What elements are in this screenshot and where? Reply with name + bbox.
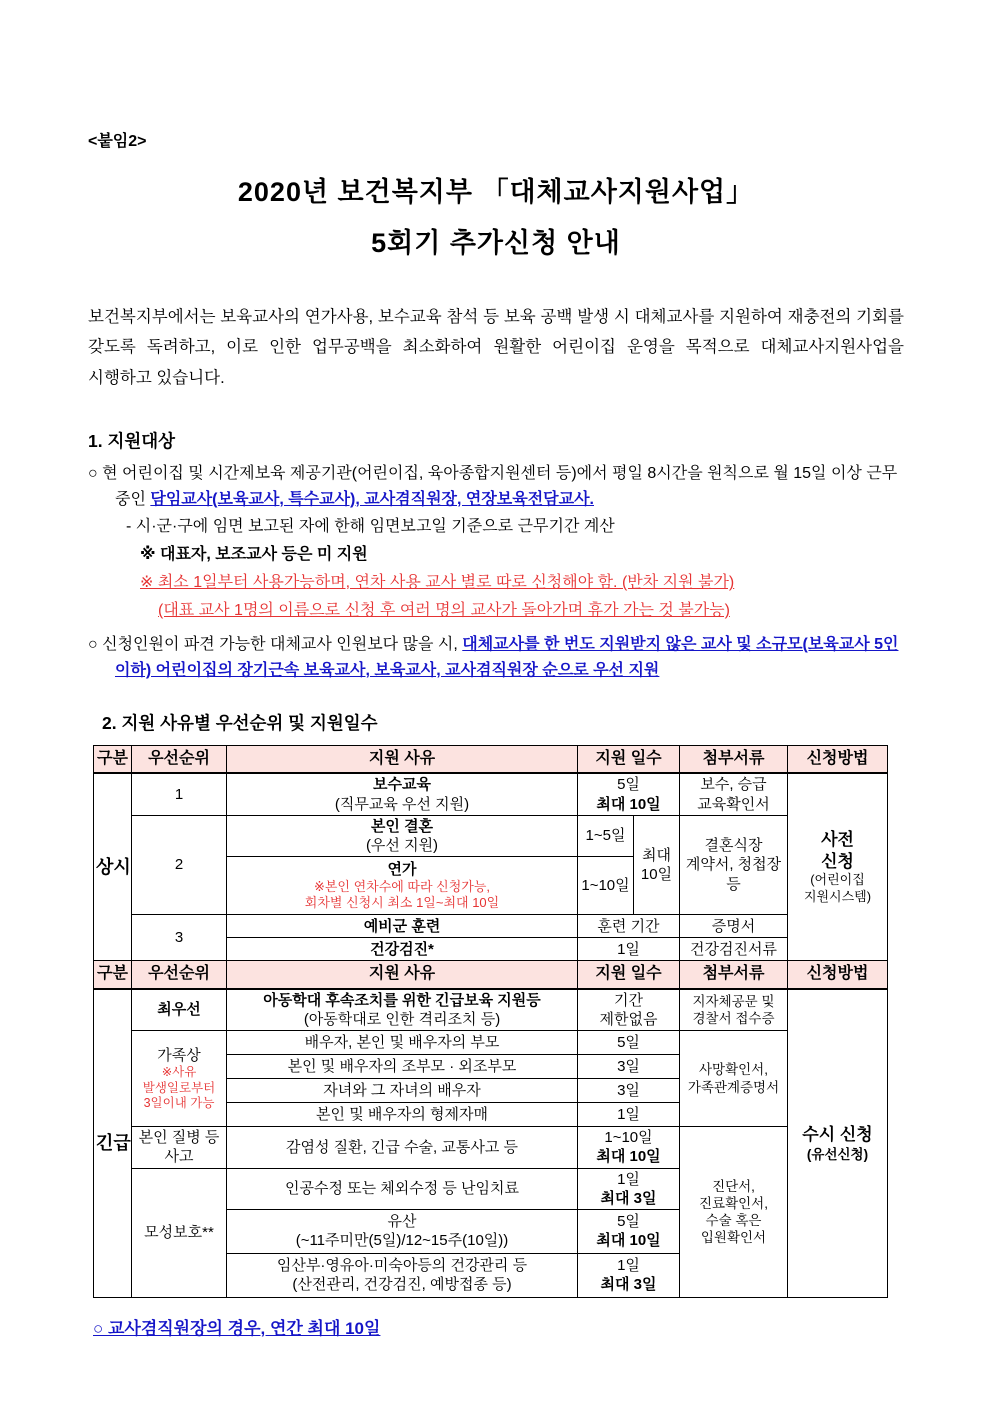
cell-line: 진단서, (712, 1178, 755, 1194)
cell-line: 최대 3일 (600, 1276, 657, 1294)
cell-reason-janyeo: 자녀와 그 자녀의 배우자 (227, 1079, 578, 1103)
bullet2-text: 신청인원이 파견 가능한 대체교사 인원보다 많을 시, (102, 636, 463, 654)
cell-days-naim (578, 1168, 680, 1209)
table-row (94, 915, 888, 938)
header-days: 지원 일수 (578, 745, 680, 773)
cell-line: (우선 지원) (365, 837, 439, 855)
cell-reason-baeuja-bumo: 배우자, 본인 및 배우자의 부모 (227, 1031, 578, 1055)
cell-line: 가족관계증명서 (687, 1079, 780, 1095)
intro-paragraph: 보건복지부에서는 보육교사의 연가사용, 보수교육 참석 등 보육 공백 발생 시 대체교사를 지원하여 재충전의 기회를 갖도록 독려하고, 이로 인한 업무공백을 최소화하여 원활한 어린이집 운영을 목적으로 대체교사지원사업을 시행하고 있습니다. (88, 307, 904, 387)
cell-line: 본인 질병 등 (138, 1129, 220, 1147)
cell-line: (아동학대로 인한 격리조치 등) (303, 1010, 501, 1028)
cell-days-gamyeomseong (578, 1127, 680, 1168)
cell-reason-yebigun: 예비군 훈련 (227, 915, 578, 938)
cell-line: 교육확인서 (697, 795, 770, 813)
cell-reason-yusan (227, 1209, 578, 1253)
cell-docs-yebigun: 증명서 (680, 915, 788, 938)
cell-docs-bosu (680, 773, 788, 815)
cell-priority-moseongboho: 모성보호** (132, 1168, 227, 1297)
cell-line: (어린이집 (810, 872, 865, 888)
cell-line: 가족상 (157, 1046, 201, 1064)
bullet1-highlight-blue: 담임교사(보육교사, 특수교사), 교사겸직원장, 연장보육전담교사. (150, 490, 594, 508)
cell-days-adonghakdae (578, 989, 680, 1031)
cell-reason-yeonga (227, 857, 578, 915)
cell-line: (산전관리, 건강검진, 예방접종 등) (292, 1276, 512, 1294)
cell-method-susi (788, 989, 888, 1298)
header-docs: 첨부서류 (680, 961, 788, 989)
cell-docs-jindanseo (680, 1127, 788, 1298)
cell-reason-hyeongje: 본인 및 배우자의 형제자매 (227, 1103, 578, 1127)
header-method: 신청방법 (788, 745, 888, 773)
header-gubun: 구분 (94, 961, 132, 989)
header-reason: 지원 사유 (227, 745, 578, 773)
bullet1-text: 현 어린이집 및 시간제보육 제공기관(어린이집, 육아종합지원센터 등)에서 평일 8시간을 원칙으로 월 15일 이상 근무 중인 (102, 464, 898, 508)
cell-days-janyeo: 3일 (578, 1079, 680, 1103)
cell-priority-gajoksang (132, 1031, 227, 1127)
cell-days-baeuja-bumo: 5일 (578, 1031, 680, 1055)
cell-line: (직무교육 우선 지원) (334, 795, 470, 813)
cell-line: 입원확인서 (700, 1230, 767, 1246)
cell-line: 계약서, 청첩장 등 (685, 856, 782, 893)
section1-heading: 1. 지원대상 (88, 430, 176, 451)
cell-gubun-gingeup: 긴급 (94, 989, 132, 1298)
cell-priority-1: 1 (132, 773, 227, 815)
cell-days-jobumo: 3일 (578, 1055, 680, 1079)
cell-days-bosu (578, 773, 680, 815)
cell-docs-geomjin: 건강검진서류 (680, 938, 788, 961)
section1-dash-note: - 시·군·구에 임면 보고된 자에 한해 임면보고일 기준으로 근무기간 계산 (126, 518, 615, 536)
cell-line-red: ※본인 연차수에 따라 신청가능, (313, 878, 491, 894)
cell-line: 사망확인서, (699, 1062, 768, 1078)
cell-days-yusan (578, 1209, 680, 1253)
cell-line: 수술 혹은 (705, 1213, 762, 1229)
header-priority: 우선순위 (132, 745, 227, 773)
cell-priority-choeuseon: 최우선 (132, 989, 227, 1031)
cell-line: 연가 (387, 860, 417, 878)
cell-days-yeonga: 1~10일 (578, 857, 634, 915)
cell-line: 1일 (617, 1257, 640, 1275)
support-priority-table (93, 745, 888, 1298)
table-row (94, 773, 888, 815)
section1-note-exclusion: ※ 대표자, 보조교사 등은 미 지원 (140, 546, 368, 564)
cell-line: 유산 (387, 1213, 417, 1231)
cell-line: 아동학대 후속조치를 위한 긴급보육 지원등 (263, 991, 541, 1009)
cell-reason-jobumo: 본인 및 배우자의 조부모 · 외조부모 (227, 1055, 578, 1079)
section1-bullet1 (88, 461, 904, 513)
cell-line: 최대 10일 (596, 1232, 661, 1250)
cell-line: 지원시스템) (803, 889, 872, 905)
cell-line: 경찰서 접수증 (692, 1010, 775, 1026)
cell-line: 기간 (614, 991, 643, 1009)
header-days: 지원 일수 (578, 961, 680, 989)
cell-line: 제한없음 (599, 1010, 658, 1028)
cell-reason-imsanbu (227, 1253, 578, 1297)
bullet-marker: ○ (88, 464, 98, 482)
footer-note: ○ 교사겸직원장의 경우, 연간 최대 10일 (93, 1318, 381, 1338)
cell-line: 사고 (164, 1148, 194, 1166)
cell-line: (~11주미만(5일)/12~15주(10일)) (295, 1232, 509, 1250)
cell-docs-samang (680, 1031, 788, 1127)
table-row (94, 1031, 888, 1055)
cell-line-red: 회차별 신청시 최소 1일~최대 10일 (304, 895, 500, 911)
cell-days-max10 (634, 815, 680, 914)
cell-line-red: ※사유 (161, 1064, 197, 1079)
cell-docs-gyeolhon (680, 815, 788, 914)
cell-line: 5일 (617, 776, 640, 794)
table-row (94, 815, 888, 856)
cell-line: 수시 신청 (802, 1124, 873, 1144)
cell-line: (유선신청) (806, 1146, 869, 1162)
cell-reason-gamyeomseong: 감염성 질환, 긴급 수술, 교통사고 등 (227, 1127, 578, 1168)
header-reason: 지원 사유 (227, 961, 578, 989)
cell-line: 신청 (821, 851, 854, 871)
attachment-label: <붙임2> (88, 133, 147, 150)
cell-days-imsanbu (578, 1253, 680, 1297)
bullet-marker: ○ (88, 636, 98, 654)
bullet2-highlight-blue: 대체교사를 한 번도 지원받지 않은 교사 및 소규모(보육교사 5인 이하) 어린이집의 장기근속 보육교사, 보육교사, 교사겸직원장 순으로 우선 지원 (115, 636, 899, 679)
cell-line: 보수, 승급 (700, 776, 767, 794)
cell-reason-gyeolhon (227, 815, 578, 856)
cell-days-gyeolhon: 1~5일 (578, 815, 634, 856)
doc-title-line1: 2020년 보건복지부 「대체교사지원사업」 (237, 177, 755, 207)
cell-priority-3: 3 (132, 915, 227, 961)
section2-heading: 2. 지원 사유별 우선순위 및 지원일수 (102, 712, 378, 733)
doc-title-line2: 5회기 추가신청 안내 (371, 228, 621, 259)
cell-priority-jilbyeong (132, 1127, 227, 1168)
cell-line: 최대 10일 (596, 795, 661, 813)
cell-line: 지자체공문 및 (692, 993, 775, 1009)
table-row (94, 989, 888, 1031)
cell-line: 진료확인서, (699, 1195, 768, 1211)
cell-line: 1일 (617, 1170, 640, 1188)
section1-note-red2: (대표 교사 1명의 이름으로 신청 후 여러 명의 교사가 돌아가며 휴가 가는 것 불가능) (158, 602, 730, 620)
cell-line: 결혼식장 (704, 837, 763, 855)
section1-note-red1: ※ 최소 1일부터 사용가능하며, 연차 사용 교사 별로 따로 신청해야 함. (반차 지원 불가) (140, 574, 735, 592)
cell-reason-adonghakdae (227, 989, 578, 1031)
header-priority: 우선순위 (132, 961, 227, 989)
cell-line: 보수교육 (373, 776, 431, 794)
cell-line: 사전 (821, 829, 854, 849)
table-header-row-2 (94, 961, 888, 989)
doc-title (88, 167, 904, 270)
table-header-row-1 (94, 745, 888, 773)
cell-line: 임산부·영유아·미숙아등의 건강관리 등 (276, 1257, 528, 1275)
cell-reason-naim: 인공수정 또는 체외수정 등 난임치료 (227, 1168, 578, 1209)
cell-line: 본인 결혼 (370, 817, 434, 835)
cell-days-hyeongje: 1일 (578, 1103, 680, 1127)
cell-days-yebigun: 훈련 기간 (578, 915, 680, 938)
cell-line: 최대 3일 (600, 1189, 657, 1207)
cell-line: 최대 (642, 846, 671, 864)
header-docs: 첨부서류 (680, 745, 788, 773)
section1-bullet2 (88, 632, 904, 684)
cell-gubun-sangsi: 상시 (94, 773, 132, 960)
cell-docs-adonghakdae (680, 989, 788, 1031)
cell-line: 1~10일 (604, 1129, 653, 1147)
header-gubun: 구분 (94, 745, 132, 773)
cell-method-sajeon (788, 773, 888, 960)
cell-priority-2: 2 (132, 815, 227, 914)
cell-line: 5일 (617, 1213, 640, 1231)
cell-line: 최대 10일 (596, 1148, 661, 1166)
cell-reason-geomjin: 건강검진* (227, 938, 578, 961)
table-row (94, 1127, 888, 1168)
header-method: 신청방법 (788, 961, 888, 989)
cell-line-red: 3일이내 가능 (143, 1096, 215, 1111)
cell-reason-bosu (227, 773, 578, 815)
cell-line-red: 발생일로부터 (142, 1080, 216, 1095)
cell-days-geomjin: 1일 (578, 938, 680, 961)
cell-line: 10일 (640, 866, 673, 884)
